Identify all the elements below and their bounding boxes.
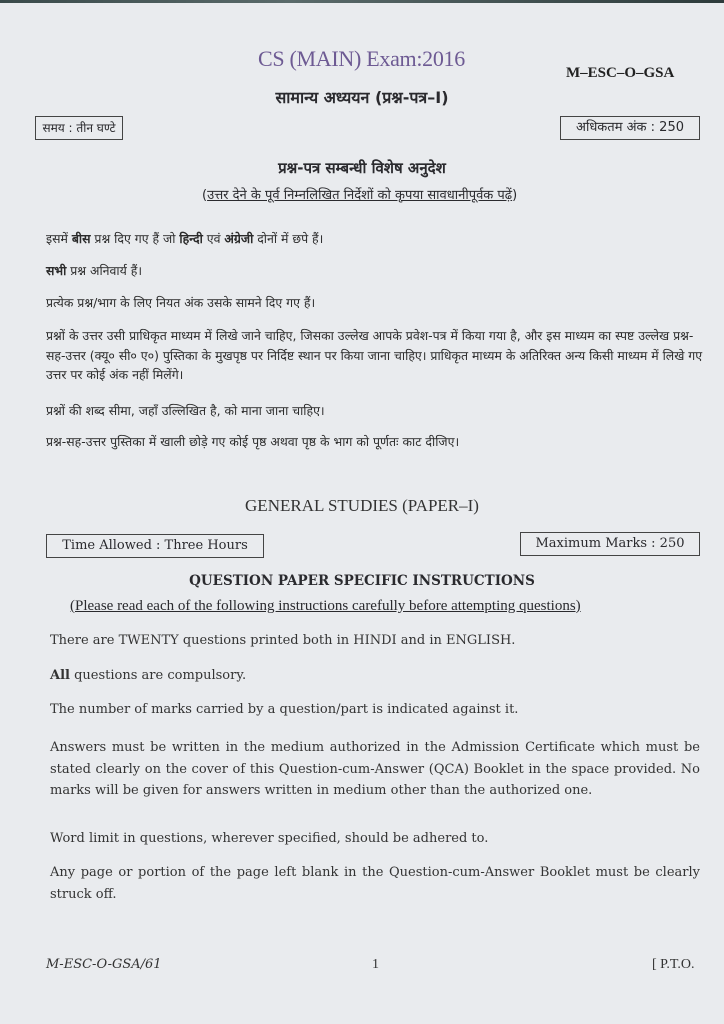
hindi-instruction-2 xyxy=(46,261,706,281)
english-instructions-heading: QUESTION PAPER SPECIFIC INSTRUCTIONS xyxy=(189,573,535,589)
paren-open: ( xyxy=(202,188,208,203)
please-turn-over: [ P.T.O. xyxy=(652,957,695,972)
text: इसमें xyxy=(46,231,72,246)
bold-text: All xyxy=(50,668,70,683)
hindi-max-marks-box: अधिकतम अंक : 250 xyxy=(560,116,700,140)
english-instruction-3: The number of marks carried by a question/part is indicated against it. xyxy=(50,702,519,717)
english-instruction-1: There are TWENTY questions printed both in HINDI and in ENGLISH. xyxy=(50,633,516,648)
hindi-paper-title: सामान्य अध्ययन (प्रश्न-पत्र–I) xyxy=(275,88,449,107)
hindi-instruction-1 xyxy=(46,229,706,249)
maximum-marks-box: Maximum Marks : 250 xyxy=(520,532,700,556)
scan-edge xyxy=(0,0,724,3)
hindi-instruction-3: प्रत्येक प्रश्न/भाग के लिए नियत अंक उसके सामने दिए गए हैं। xyxy=(46,295,316,310)
hindi-instruction-6: प्रश्न-सह-उत्तर पुस्तिका में खाली छोड़े गए कोई पृष्ठ अथवा पृष्ठ के भाग को पूर्णतः काट दीजिए। xyxy=(46,434,460,449)
text: दोनों में छपे हैं। xyxy=(253,231,324,246)
time-allowed-box: Time Allowed : Three Hours xyxy=(46,534,264,558)
paren-close: ) xyxy=(512,188,518,203)
bold-text: अंग्रेजी xyxy=(224,231,254,246)
hindi-subheading-text: उत्तर देने के पूर्व निम्नलिखित निर्देशों को कृपया सावधानीपूर्वक पढ़ें xyxy=(207,188,513,203)
english-instruction-5: Word limit in questions, wherever specified, should be adhered to. xyxy=(50,831,489,846)
bold-text: हिन्दी xyxy=(179,231,203,246)
text: एवं xyxy=(202,231,225,246)
hindi-instructions-subheading xyxy=(202,185,517,203)
hindi-instruction-4: प्रश्नों के उत्तर उसी प्राधिकृत माध्यम में लिखे जाने चाहिए, जिसका उल्लेख आपके प्रवेश-पत्र में किया गया है, और इस माध्यम का स्पष्ट उल्लेख प्रश्न-सह-उत्तर (क्यू० सी० ए०) पुस्तिका के मुखपृष्ठ पर निर्दिष्ट स्थान पर किया जाना चाहिए। प्राधिकृत माध्यम के अतिरिक्त अन्य किसी माध्यम में लिखे गए उत्तर पर कोई अंक नहीं मिलेंगे। xyxy=(46,328,703,382)
paper-code: M–ESC–O–GSA xyxy=(566,65,675,81)
bold-text: सभी xyxy=(46,263,67,278)
page-number: 1 xyxy=(372,957,379,972)
footer-paper-code: M-ESC-O-GSA/61 xyxy=(46,957,162,972)
english-instructions-subheading: (Please read each of the following instructions carefully before attempting questions) xyxy=(70,598,581,614)
english-instruction-4: Answers must be written in the medium authorized in the Admission Certificate which must be stated clearly on the cover of this Question-cum-Answer (QCA) Booklet in the space provided. No marks will be given for answers written in medium other than the authorized one. xyxy=(50,740,700,798)
text: प्रश्न दिए गए हैं जो xyxy=(90,231,180,246)
english-instruction-6: Any page or portion of the page left blank in the Question-cum-Answer Booklet must be clearly struck off. xyxy=(50,865,700,902)
hindi-time-box: समय : तीन घण्टे xyxy=(35,116,123,140)
bold-text: बीस xyxy=(71,231,91,246)
text: प्रश्न अनिवार्य हैं। xyxy=(66,263,143,278)
hindi-instruction-5: प्रश्नों की शब्द सीमा, जहाँ उल्लिखित है, को माना जाना चाहिए। xyxy=(46,403,325,418)
english-paper-title: GENERAL STUDIES (PAPER–I) xyxy=(245,496,479,515)
english-instruction-2 xyxy=(50,665,700,686)
text: questions are compulsory. xyxy=(69,668,247,683)
hindi-instructions-heading: प्रश्न-पत्र सम्बन्धी विशेष अनुदेश xyxy=(278,159,446,177)
exam-stamp: CS (MAIN) Exam:2016 xyxy=(258,46,465,71)
